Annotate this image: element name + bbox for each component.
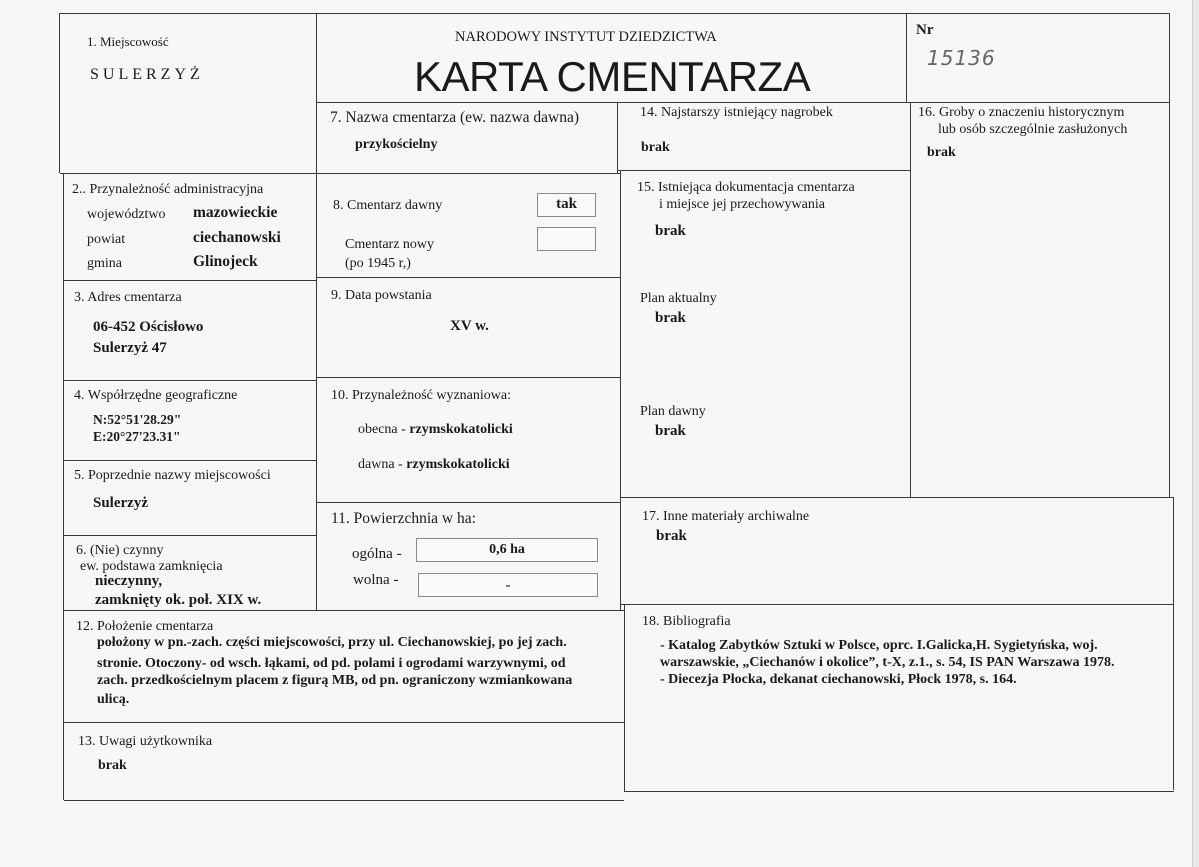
f9-label: 9. Data powstania xyxy=(331,288,432,303)
f5-label: 5. Poprzednie nazwy miejscowości xyxy=(74,468,271,483)
f12-label: 12. Położenie cmentarza xyxy=(76,619,214,634)
plan-current-label: Plan aktualny xyxy=(640,291,717,306)
divider-f3 xyxy=(63,380,317,381)
f13-value: brak xyxy=(98,758,127,773)
f16-label-1: 16. Groby o znaczeniu historycznym xyxy=(918,105,1125,120)
f6-sublabel: ew. podstawa zamknięcia xyxy=(80,559,223,574)
f12-line-2: stronie. Otoczony- od wsch. łąkami, od pd. polami i ogrodami warzywnymi, od xyxy=(97,656,566,671)
f10-former-label: dawna - xyxy=(358,457,407,472)
card-title: KARTA CMENTARZA xyxy=(414,53,811,100)
institute-name: NARODOWY INSTYTUT DZIEDZICTWA xyxy=(455,29,717,45)
plan-old-value: brak xyxy=(655,423,686,439)
f6-line-1: nieczynny, xyxy=(95,573,163,589)
f9-value: XV w. xyxy=(450,318,489,334)
f8-old-checkbox xyxy=(537,193,596,217)
f11-free-field xyxy=(418,573,598,597)
f6-line-2: zamknięty ok. poł. XIX w. xyxy=(95,592,262,608)
f4-label: 4. Współrzędne geograficzne xyxy=(74,388,238,403)
f14-value: brak xyxy=(641,140,670,155)
f11-free-label: wolna - xyxy=(353,572,399,588)
f10-current-label: obecna - xyxy=(358,422,410,437)
f6-label: 6. (Nie) czynny xyxy=(76,543,164,558)
frame-right-bottom xyxy=(1173,498,1174,790)
f2-voivodeship-value: mazowieckie xyxy=(193,204,278,221)
f10-former xyxy=(358,456,510,473)
f1-label: 1. Miejscowość xyxy=(87,34,169,49)
divider-f8 xyxy=(316,277,621,278)
divider-col-2a xyxy=(617,102,618,173)
f2-county-value: ciechanowski xyxy=(193,229,281,246)
nr-label: Nr xyxy=(916,22,934,38)
f1-value: SULERZYŻ xyxy=(90,66,204,83)
divider-f11 xyxy=(63,610,625,611)
f15-label-2: i miejsce jej przechowywania xyxy=(659,197,825,212)
divider-header xyxy=(316,102,1170,103)
f3-line-2: Sulerzyż 47 xyxy=(93,340,167,356)
f14-label: 14. Najstarszy istniejący nagrobek xyxy=(640,105,833,120)
f3-label: 3. Adres cmentarza xyxy=(74,290,182,305)
f2-county-label: powiat xyxy=(87,232,126,247)
f11-label: 11. Powierzchnia w ha: xyxy=(331,510,476,527)
f11-total-value: 0,6 ha xyxy=(489,542,525,557)
f18-line-1: - Katalog Zabytków Sztuki w Polsce, oprc. I.Galicka,H. Sygietyńska, woj. xyxy=(660,638,1098,653)
f8-new-label-2: (po 1945 r,) xyxy=(345,256,411,271)
f11-total-field xyxy=(416,538,598,562)
f10-label: 10. Przynależność wyznaniowa: xyxy=(331,388,511,403)
divider-f5 xyxy=(63,535,317,536)
f4-longitude: E:20°27'23.31" xyxy=(93,429,181,444)
nr-value: 15136 xyxy=(927,46,996,70)
divider-f2 xyxy=(63,280,317,281)
divider-col-2c xyxy=(624,604,625,792)
divider-f4 xyxy=(63,460,317,461)
f11-total-label: ogólna - xyxy=(352,546,402,562)
f16-label-2: lub osób szczególnie zasłużonych xyxy=(938,122,1128,137)
divider-f17 xyxy=(620,604,1174,605)
frame-bottom-right xyxy=(624,791,1174,792)
f8-new-label: Cmentarz nowy xyxy=(345,237,435,252)
f16-value: brak xyxy=(927,145,956,160)
f17-label: 17. Inne materiały archiwalne xyxy=(642,509,810,524)
frame-top xyxy=(59,13,1169,14)
f12-line-3: zach. przedkościelnym placem z figurą MB, od pn. ograniczony wzmiankowana xyxy=(97,673,573,688)
f18-line-3: - Diecezja Płocka, dekanat ciechanowski, Płock 1978, s. 164. xyxy=(660,672,1017,687)
f10-former-value: rzymskokatolicki xyxy=(406,457,510,472)
f8-new-checkbox xyxy=(537,227,596,251)
f5-value: Sulerzyż xyxy=(93,495,148,511)
f10-current-value: rzymskokatolicki xyxy=(409,422,513,437)
frame-left xyxy=(63,173,64,800)
divider-row-1 xyxy=(60,173,620,174)
f18-label: 18. Bibliografia xyxy=(642,614,731,629)
f12-line-4: ulicą. xyxy=(97,692,130,707)
f8-old-value: tak xyxy=(556,196,577,212)
f11-free-value: - xyxy=(505,578,511,593)
f2-commune-value: Glinojeck xyxy=(193,253,258,270)
plan-current-value: brak xyxy=(655,310,686,326)
f15-value: brak xyxy=(655,223,686,239)
divider-col-3 xyxy=(910,102,911,498)
f7-value: przykościelny xyxy=(355,137,438,152)
frame-bottom-left xyxy=(64,800,624,801)
frame-left-top xyxy=(59,13,60,173)
divider-f10 xyxy=(316,502,621,503)
divider-f15 xyxy=(620,497,1174,498)
divider-col-1 xyxy=(316,14,317,610)
f7-label: 7. Nazwa cmentarza (ew. nazwa dawna) xyxy=(330,109,579,126)
divider-f12 xyxy=(63,722,625,723)
f2-commune-label: gmina xyxy=(87,256,122,271)
divider-col-2b xyxy=(620,170,621,610)
plan-old-label: Plan dawny xyxy=(640,404,706,419)
f15-label-1: 15. Istniejąca dokumentacja cmentarza xyxy=(637,180,855,195)
f2-label: 2.. Przynależność administracyjna xyxy=(72,182,264,197)
f3-line-1: 06-452 Ościsłowo xyxy=(93,319,204,335)
divider-f9 xyxy=(316,377,621,378)
f17-value: brak xyxy=(656,528,687,544)
f2-voivodeship-label: województwo xyxy=(87,207,166,222)
f4-latitude: N:52°51'28.29" xyxy=(93,412,182,427)
f10-current xyxy=(358,421,513,438)
frame-right-top xyxy=(1169,13,1170,498)
f8-old-label: 8. Cmentarz dawny xyxy=(333,198,443,213)
f18-line-2: warszawskie, „Ciechanów i okolice”, t-X, z.1., s. 54, IS PAN Warszawa 1978. xyxy=(660,655,1115,670)
f13-label: 13. Uwagi użytkownika xyxy=(78,734,213,749)
f12-line-1: położony w pn.-zach. części miejscowości, przy ul. Ciechanowskiej, po jej zach. xyxy=(97,635,567,650)
divider-f14 xyxy=(618,170,911,171)
scan-edge xyxy=(1192,0,1199,867)
divider-nr xyxy=(906,14,907,102)
